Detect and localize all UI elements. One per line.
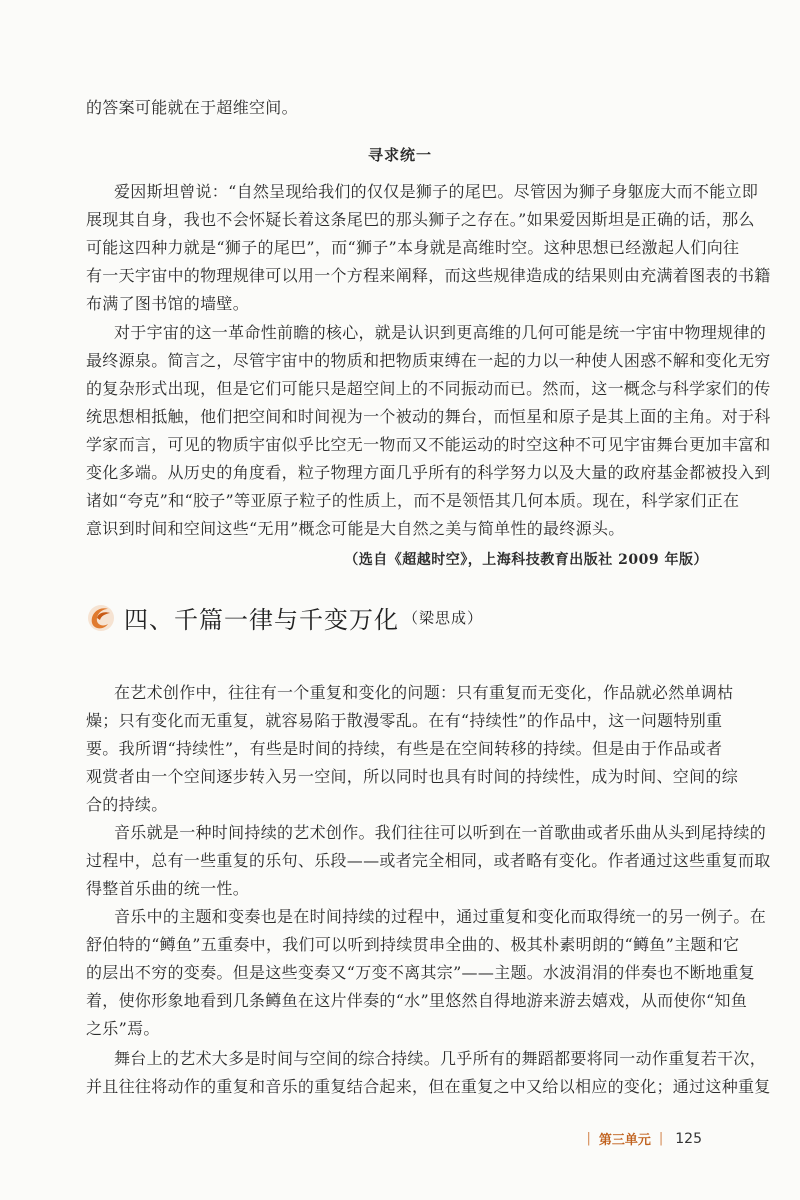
passage2-p2-line: 过程中，总有一些重复的乐句、乐段——或者完全相同，或者略有变化。作者通过这些重复而取	[86, 851, 771, 870]
continuation-line: 的答案可能就在于超维空间。	[86, 98, 298, 117]
passage2-p2-line: 音乐就是一种时间持续的艺术创作。我们往往可以听到在一首歌曲或者乐曲从头到尾持续的	[114, 823, 767, 842]
passage2-p1-line: 观赏者由一个空间逐步转入另一空间，所以同时也具有时间的持续性，成为时间、空间的综	[86, 767, 739, 786]
section-heading: 寻求统一	[367, 146, 432, 164]
passage1-p1-line: 爱因斯坦曾说：“自然呈现给我们的仅仅是狮子的尾巴。尽管因为狮子身躯庞大而不能立即	[114, 182, 759, 201]
footer-divider: |	[658, 1131, 664, 1146]
passage1-p2-line: 诸如“夸克”和“胶子”等亚原子粒子的性质上，而不是领悟其几何本质。现在，科学家们正在	[86, 491, 740, 510]
chapter-title: 四、千篇一律与千变万化	[124, 606, 399, 634]
chapter-heading	[86, 600, 483, 635]
passage1-p1-line: 可能这四种力就是“狮子的尾巴”，而“狮子”本身就是高维时空。这种思想已经激起人们向往	[86, 238, 740, 257]
passage1-p1-line: 展现其自身，我也不会怀疑长着这条尾巴的那头狮子之存在。”如果爱因斯坦是正确的话，那么	[86, 210, 755, 229]
passage1-p1-line: 有一天宇宙中的物理规律可以用一个方程来阐释，而这些规律造成的结果则由充满着图表的书籍	[86, 266, 771, 285]
source-citation: （选自《超越时空》，上海科技教育出版社 2009 年版）	[344, 552, 708, 568]
passage1-p2-line: 的复杂形式出现，但是它们可能只是超空间上的不同振动而已。然而，这一概念与科学家们的传	[86, 379, 771, 398]
passage1-p2-line: 对于宇宙的这一革命性前瞻的核心，就是认识到更高维的几何可能是统一宇宙中物理规律的	[114, 323, 767, 342]
passage2-p1-line: 要。我所谓“持续性”，有些是时间的持续，有些是在空间转移的持续。但是由于作品或者	[86, 739, 723, 758]
passage1-p2-line: 意识到时间和空间这些“无用”概念可能是大自然之美与简单性的最终源头。	[86, 519, 625, 538]
page-number: 125	[675, 1130, 702, 1147]
passage2-p4-line: 舞台上的艺术大多是时间与空间的综合持续。几乎所有的舞蹈都要将同一动作重复若干次，	[114, 1049, 767, 1068]
passage1-p2-line: 学家而言，可见的物质宇宙似乎比空无一物而又不能运动的时空这种不可见宇宙舞台更加丰富和	[86, 435, 771, 454]
passage2-p2-line: 得整首乐曲的统一性。	[86, 879, 250, 898]
passage2-p3-line: 舒伯特的“鳟鱼”五重奏中，我们可以听到持续贯串全曲的、极其朴素明朗的“鳟鱼”主题和它	[86, 935, 740, 954]
passage1-p1-line: 布满了图书馆的墙壁。	[86, 294, 250, 313]
chapter-author: （梁思成）	[403, 609, 484, 627]
passage2-p3-line: 之乐”焉。	[86, 1019, 160, 1038]
unit-label: 第三单元	[598, 1133, 651, 1148]
passage2-p3-line: 着，使你形象地看到几条鳟鱼在这片伴奏的“水”里悠然自得地游来游去嬉戏，从而使你“知鱼	[86, 991, 748, 1010]
passage2-p3-line: 的层出不穷的变奏。但是这些变奏又“万变不离其宗”——主题。水波涓涓的伴奏也不断地重复	[86, 963, 755, 982]
footer-divider: |	[586, 1131, 591, 1146]
passage2-p1-line: 在艺术创作中，往往有一个重复和变化的问题：只有重复而无变化，作品就必然单调枯	[114, 683, 734, 702]
passage1-p2-line: 最终源泉。简言之，尽管宇宙中的物质和把物质束缚在一起的力以一种使人困惑不解和变化无穷	[86, 351, 771, 370]
passage1-p2-line: 变化多端。从历史的角度看，粒子物理方面几乎所有的科学努力以及大量的政府基金都被投入到	[86, 463, 771, 482]
passage2-p1-line: 燥；只有变化而无重复，就容易陷于散漫零乱。在有“持续性”的作品中，这一问题特别重	[86, 711, 723, 730]
passage2-p4-line: 并且往往将动作的重复和音乐的重复结合起来，但在重复之中又给以相应的变化；通过这种重复	[86, 1077, 771, 1096]
passage2-p1-line: 合的持续。	[86, 795, 168, 814]
page-footer	[586, 1129, 702, 1148]
passage2-p3-line: 音乐中的主题和变奏也是在时间持续的过程中，通过重复和变化而取得统一的另一例子。在	[114, 907, 767, 926]
swirl-logo-icon	[86, 603, 116, 633]
passage1-p2-line: 统思想相抵触，他们把空间和时间视为一个被动的舞台，而恒星和原子是其上面的主角。对于科	[86, 407, 771, 426]
